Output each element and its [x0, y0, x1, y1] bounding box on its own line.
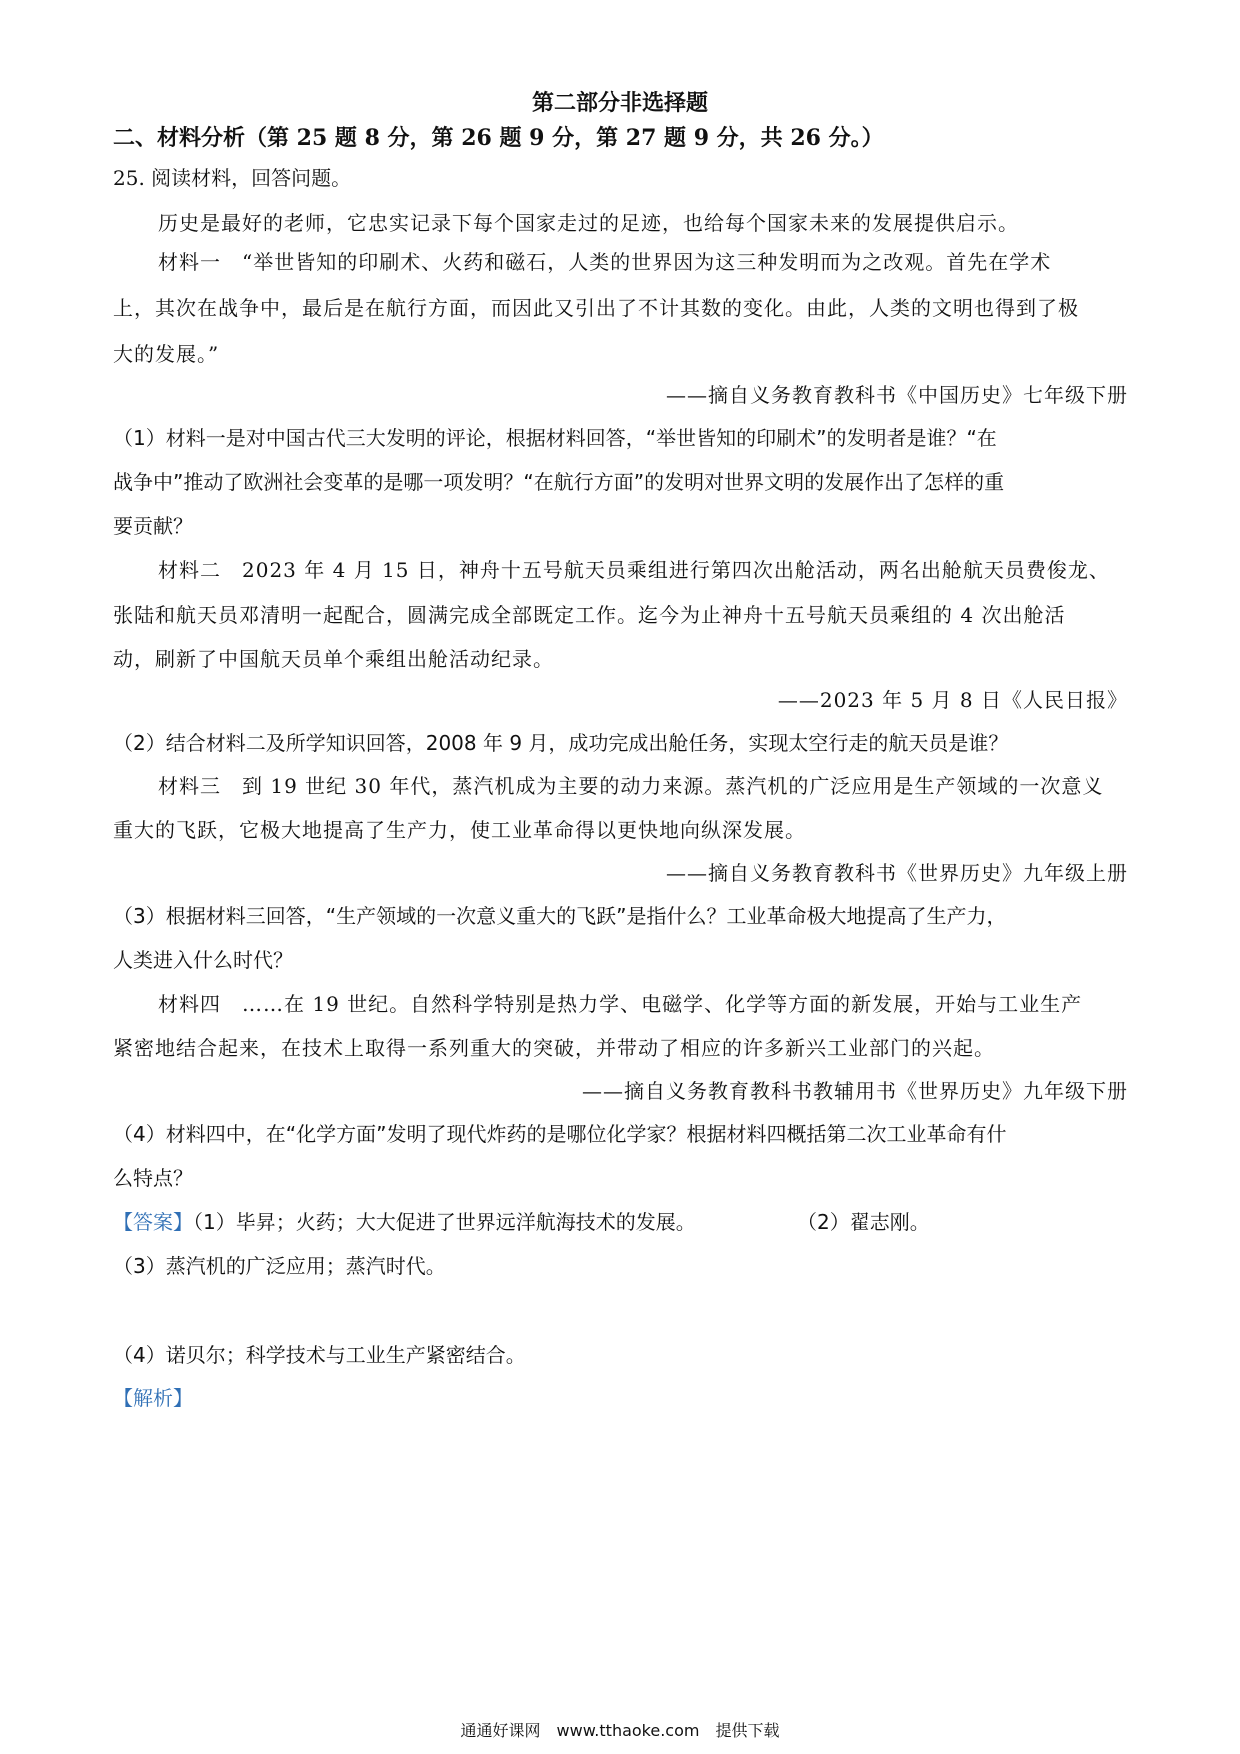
material1-source: ——摘自义务教育教科书《中国历史》七年级下册: [666, 383, 1128, 407]
material2-line: 张陆和航天员邓清明一起配合，圆满完成全部既定工作。迄今为止神舟十五号航天员乘组的 4 次出舱活: [113, 603, 1066, 627]
material2-source: ——2023 年 5 月 8 日《人民日报》: [777, 688, 1128, 712]
answer-2: （2）翟志刚。: [797, 1210, 930, 1234]
material1-line: 材料一 “举世皆知的印刷术、火药和磁石，人类的世界因为这三种发明而为之改观。首先在学术: [158, 250, 1052, 274]
material3-line: 材料三 到 19 世纪 30 年代，蒸汽机成为主要的动力来源。蒸汽机的广泛应用是生产领域的一次意义: [158, 774, 1104, 798]
subquestion2: （2）结合材料二及所学知识回答，2008 年 9 月，成功完成出舱任务，实现太空行走的航天员是谁？: [113, 731, 1009, 755]
material4-source: ——摘自义务教育教科书教辅用书《世界历史》九年级下册: [582, 1079, 1128, 1103]
subquestion1-line: 战争中”推动了欧洲社会变革的是哪一项发明？“在航行方面”的发明对世界文明的发展作出了怎样的重: [113, 470, 1005, 494]
part-title: 第二部分非选择题: [531, 90, 708, 116]
subquestion3-line: 人类进入什么时代？: [113, 948, 293, 972]
material3-source: ——摘自义务教育教科书《世界历史》九年级上册: [666, 861, 1128, 885]
subquestion4-line: （4）材料四中，在“化学方面”发明了现代炸药的是哪位化学家？根据材料四概括第二次工业革命有什: [113, 1122, 1007, 1146]
material2-line: 动，刷新了中国航天员单个乘组出舱活动纪录。: [113, 647, 554, 671]
answer-1: （1）毕昇；火药；大大促进了世界远洋航海技术的发展。: [193, 1210, 696, 1234]
subquestion3-line: （3）根据材料三回答，“生产领域的一次意义重大的飞跃”是指什么？工业革命极大地提高了生产力，: [113, 904, 1007, 928]
answer-label: 【答案】: [113, 1210, 193, 1234]
material2-line: 材料二 2023 年 4 月 15 日，神舟十五号航天员乘组进行第四次出舱活动，两名出舱航天员费俊龙、: [158, 558, 1110, 582]
question-intro: 历史是最好的老师，它忠实记录下每个国家走过的足迹，也给每个国家未来的发展提供启示。: [158, 211, 1019, 235]
analysis-label: 【解析】: [113, 1386, 193, 1410]
material1-line: 大的发展。”: [113, 342, 220, 366]
answer-4: （4）诺贝尔；科学技术与工业生产紧密结合。: [113, 1343, 526, 1367]
material1-line: 上，其次在战争中，最后是在航行方面，而因此又引出了不计其数的变化。由此，人类的文明也得到了极: [113, 296, 1079, 320]
section-heading: 二、材料分析（第 25 题 8 分，第 26 题 9 分，第 27 题 9 分，共 26 分。）: [113, 125, 884, 151]
page-footer: 通通好课网 www.tthaoke.com 提供下载: [460, 1721, 780, 1740]
subquestion1-line: （1）材料一是对中国古代三大发明的评论，根据材料回答，“举世皆知的印刷术”的发明者是谁？“在: [113, 426, 997, 450]
subquestion1-line: 要贡献？: [113, 514, 193, 538]
answer-3: （3）蒸汽机的广泛应用；蒸汽时代。: [113, 1254, 446, 1278]
answer-row: [113, 1208, 696, 1236]
material4-line: 紧密地结合起来，在技术上取得一系列重大的突破，并带动了相应的许多新兴工业部门的兴起。: [113, 1036, 995, 1060]
material4-line: 材料四 ……在 19 世纪。自然科学特别是热力学、电磁学、化学等方面的新发展，开始与工业生产: [158, 992, 1083, 1016]
material3-line: 重大的飞跃，它极大地提高了生产力，使工业革命得以更快地向纵深发展。: [113, 818, 806, 842]
subquestion4-line: 么特点？: [113, 1166, 193, 1190]
question-instruction: 25. 阅读材料，回答问题。: [113, 166, 352, 190]
